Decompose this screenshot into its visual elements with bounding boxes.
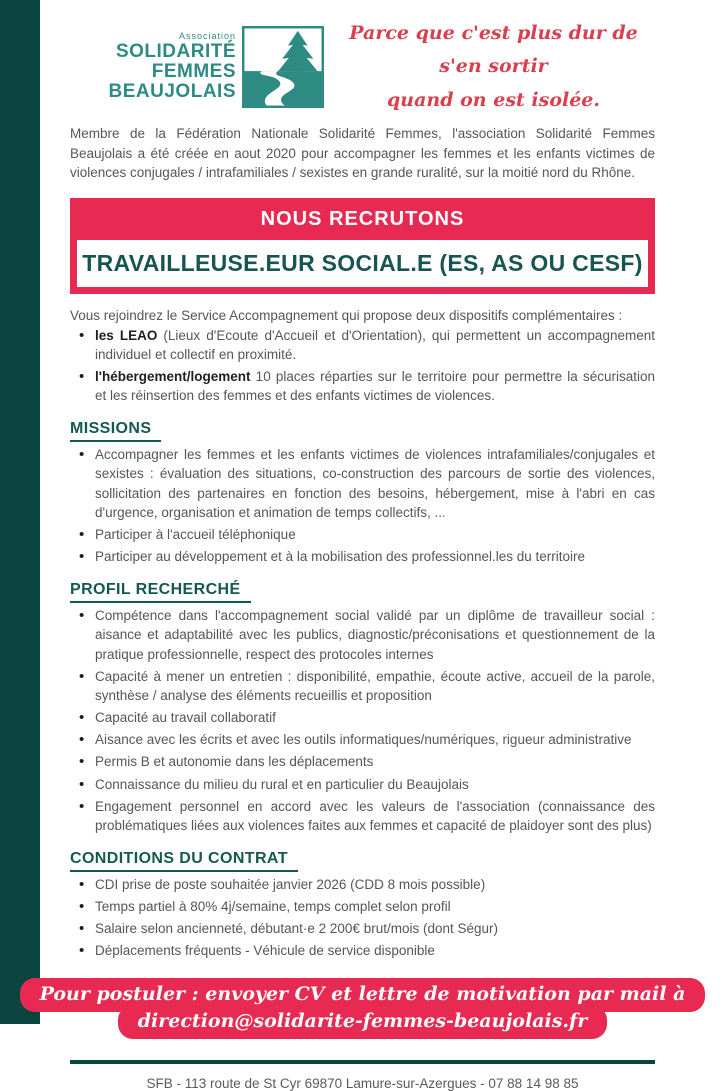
list-item: • CDI prise de poste souhaitée janvier 2026 (CDD 8 mois possible) [70,875,655,894]
logo-tree-and-path-icon [242,26,324,108]
tagline [324,17,655,117]
service-intro-list [70,326,655,406]
list-item: • Participer au développement et à la mobilisation des professionnel.les du territoire [70,547,655,566]
list-item-text: 10 places réparties sur le territoire pour permettre la sécurisation et les réinsertion des femmes et des enfants victimes de violences. [95,369,655,404]
list-item: • Participer à l'accueil téléphonique [70,525,655,544]
apply-instruction: Pour postuler : envoyer CV et lettre de motivation par mail à [20,978,706,1012]
list-item: • Capacité à mener un entretien : disponibilité, empathie, écoute active, accueil de la parole, synthèse / analyse des éléments recueillis et proposition [70,667,655,705]
header [70,0,655,110]
recruit-banner [70,198,655,294]
list-item: • Capacité au travail collaboratif [70,708,655,727]
section-heading-missions: MISSIONS [70,420,161,442]
org-name-line-2: FEMMES [151,60,236,82]
list-item: • Connaissance du milieu du rural et en particulier du Beaujolais [70,775,655,794]
list-item: • Engagement personnel en accord avec les valeurs de l'association (connaissance des problématiques liées aux violences faites aux femmes et capacité de plaidoyer sont des plus) [70,797,655,835]
job-title-box [77,240,648,287]
section-heading-conditions: CONDITIONS DU CONTRAT [70,850,298,872]
list-item [70,367,655,405]
association-label: Association [178,31,236,42]
list-item: • Salaire selon ancienneté, débutant·e 2 200€ brut/mois (dont Ségur) [70,919,655,938]
apply-banner [39,978,686,1039]
org-name-line-1: SOLIDARITÉ [115,40,236,62]
list-item-text: (Lieux d'Ecoute d'Accueil et d'Orientation), qui permettent un accompagnement individuel et collectif en proximité. [95,327,655,362]
left-accent-bar [0,0,40,1024]
list-item: • Aisance avec les écrits et avec les outils informatiques/numériques, rigueur administrative [70,730,655,749]
section-heading-profil: PROFIL RECHERCHÉ [70,581,251,603]
list-item: • Permis B et autonomie dans les déplacements [70,752,655,771]
org-name-line-3: BEAUJOLAIS [108,80,236,102]
profil-list [70,606,655,835]
list-item: • Compétence dans l'accompagnement social validé par un diplôme de travailleur social : aisance et adaptabilité avec les publics, diagnostic/préconisations et questionnement de la pratique professionnelle, respect des protocoles internes [70,606,655,663]
conditions-list [70,875,655,961]
list-item-lead: les LEAO [95,327,158,343]
list-item: • Déplacements fréquents - Véhicule de service disponible [70,941,655,960]
org-name-block [70,32,242,102]
missions-list [70,445,655,566]
service-intro-lead: Vous rejoindrez le Service Accompagnement qui propose deux dispositifs complémentaires : [70,307,623,323]
list-item [70,326,655,364]
apply-email: direction@solidarite-femmes-beaujolais.fr [118,1005,607,1039]
flyer-page [39,0,686,1091]
job-title: TRAVAILLEUSE.EUR SOCIAL.E (ES, AS OU CESF) [82,249,643,276]
footer-divider [70,1060,655,1064]
list-item: • Temps partiel à 80% 4j/semaine, temps complet selon profil [70,897,655,916]
list-item-lead: l'hébergement/logement [95,369,251,384]
intro-paragraph: Membre de la Fédération Nationale Solidarité Femmes, l'association Solidarité Femmes Beaujolais a été créée en aout 2020 pour accompagner les femmes et les enfants victimes de violences conjugales / intrafamiliales / sexistes en grande ruralité, sur la moitié nord du Rhône. [70,126,655,181]
tagline-line-2: quand on est isolée. [387,88,600,111]
tagline-line-1: Parce que c'est plus dur de s'en sortir [349,22,638,78]
footer-contact: SFB - 113 route de St Cyr 69870 Lamure-sur-Azergues - 07 88 14 98 85 [146,1075,579,1091]
recruit-banner-label: NOUS RECRUTONS [260,207,465,230]
list-item: • Accompagner les femmes et les enfants victimes de violences intrafamiliales/conjugales et sexistes : évaluation des situations, co-construction des parcours de sortie des violences, sollicitation des partenaires en fonction des besoins, hébergement, mise à l'abri en cas d'urgence, organisation et animation de temps collectifs, ... [70,445,655,522]
